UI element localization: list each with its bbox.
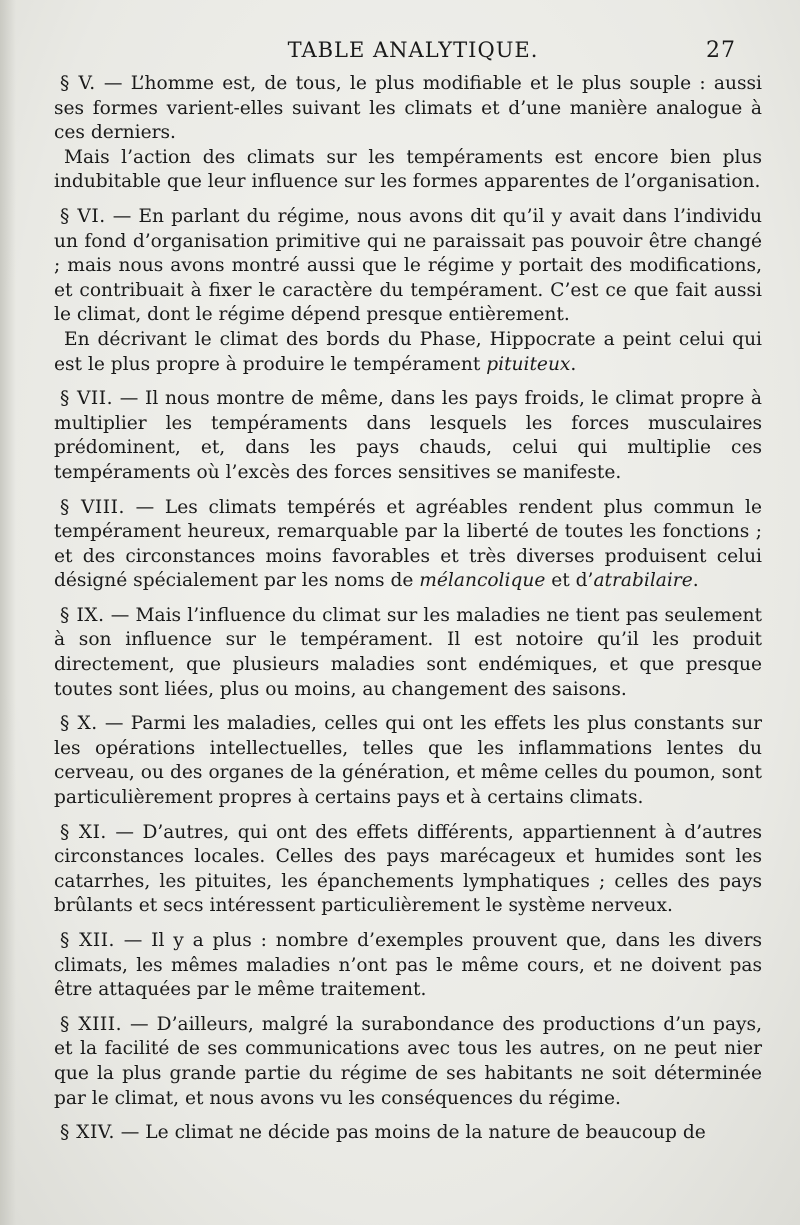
section-mark: § IX. bbox=[60, 604, 105, 626]
page-title: TABLE ANALYTIQUE. bbox=[287, 38, 539, 62]
paragraph-text: — Parmi les maladies, celles qui ont les effets les plus constants sur les opérations intellectuelles, telles que les inflammations lentes du cerveau, ou des organes de la génération, et même celles du poumon, sont particulièrement propres à certains pays et à certains climats. bbox=[54, 713, 763, 809]
paragraph-text: — Mais l’influence du climat sur les maladies ne tient pas seulement à son influence sur le tempérament. Il est notoire qu’il les produit directement, que plusieurs maladies sont endémiques, et que presque toutes sont liées, plus ou moins, au changement des saisons. bbox=[54, 604, 762, 700]
paragraph bbox=[54, 712, 762, 810]
paragraph-text: Mais l’action des climats sur les tempéraments est encore bien plus indubitable que leur influence sur les formes apparentes de l’organisation. bbox=[54, 146, 762, 193]
section-mark: § V. bbox=[60, 73, 96, 94]
section-mark: § VI. bbox=[60, 205, 106, 227]
section-mark: § XIV. bbox=[60, 1122, 115, 1144]
paragraph bbox=[54, 72, 762, 146]
section-mark: § X. bbox=[60, 713, 98, 735]
punctuation: . bbox=[570, 353, 577, 375]
paragraph-text: En décrivant le climat des bords du Phase, Hippocrate a peint celui qui est le plus propre à produire le tempérament bbox=[54, 328, 762, 375]
punctuation: . bbox=[692, 570, 699, 592]
paragraph-text: — Il nous montre de même, dans les pays froids, le climat propre à multiplier les tempéraments dans lesquels les forces musculaires prédominent, et, dans les pays chauds, celui qui multiplie ces tempéraments où l’excès des forces sensitives se manifeste. bbox=[54, 388, 762, 483]
paragraph bbox=[54, 1121, 762, 1146]
section-mark: § XII. bbox=[60, 930, 115, 951]
running-header bbox=[54, 38, 762, 72]
paragraph-text: — En parlant du régime, nous avons dit qu’il y avait dans l’individu un fond d’organisation primitive qui ne paraissait pas pouvoir être changé ; mais nous avons montré aussi que le régime y portait des modifications, et contribuait à fixer le caractère du tempérament. C’est ce que fait aussi le climat, dont le régime dépend presque entièrement. bbox=[54, 205, 762, 326]
paragraph bbox=[54, 1013, 762, 1111]
section-mark: § XI. bbox=[60, 821, 107, 843]
paragraph bbox=[54, 821, 762, 919]
paragraph-text: — D’ailleurs, malgré la surabondance des productions d’un pays, et la facilité de ses communications avec tous les autres, on ne peut nier que la plus grande partie du régime de ses habitants ne soit déterminée par le climat, et nous avons vu les conséquences du régime. bbox=[54, 1013, 762, 1109]
paragraph-text: — Les climats tempérés et agréables rendent plus commun le tempérament heureux, remarquable par la liberté de toutes les fonctions ; et des circonstances moins favorables et très diverses produisent celui désigné spécialement par les noms de bbox=[54, 496, 762, 592]
section-mark: § VIII. bbox=[60, 496, 125, 518]
section-mark: § VII. bbox=[60, 388, 114, 410]
paragraph-text: et d’ bbox=[545, 570, 594, 592]
paragraph bbox=[54, 387, 762, 485]
paragraph-text: — Il y a plus : nombre d’exemples prouvent que, dans les divers climats, les mêmes maladies n’ont pas le même cours, et ne doivent pas être attaquées par le même traitement. bbox=[54, 930, 762, 1001]
paragraph-text: — L’homme est, de tous, le plus modifiable et le plus souple : aussi ses formes varient-elles suivant les climats et d’une manière analogue à ces derniers. bbox=[54, 73, 762, 144]
paragraph bbox=[54, 146, 762, 195]
section-mark: § XIII. bbox=[60, 1013, 123, 1035]
italic-term: mélancolique bbox=[419, 570, 546, 592]
paragraph bbox=[54, 328, 762, 377]
paragraph bbox=[54, 205, 762, 328]
italic-term: pituiteux bbox=[486, 353, 571, 375]
paragraph-text: — D’autres, qui ont des effets différents, appartiennent à d’autres circonstances locales. Celles des pays marécageux et humides sont les catarrhes, les pituites, les épanchements lymphatiques ; celles des pays brûlants et secs intéressent particulièrement le système nerveux. bbox=[54, 821, 762, 917]
paragraph bbox=[54, 496, 762, 594]
paragraph bbox=[54, 604, 762, 702]
paragraph bbox=[54, 929, 762, 1003]
body-text bbox=[54, 72, 762, 1146]
page-number: 27 bbox=[706, 38, 736, 63]
paragraph-text: — Le climat ne décide pas moins de la nature de beaucoup de bbox=[114, 1122, 706, 1144]
italic-term: atrabilaire bbox=[593, 570, 693, 592]
